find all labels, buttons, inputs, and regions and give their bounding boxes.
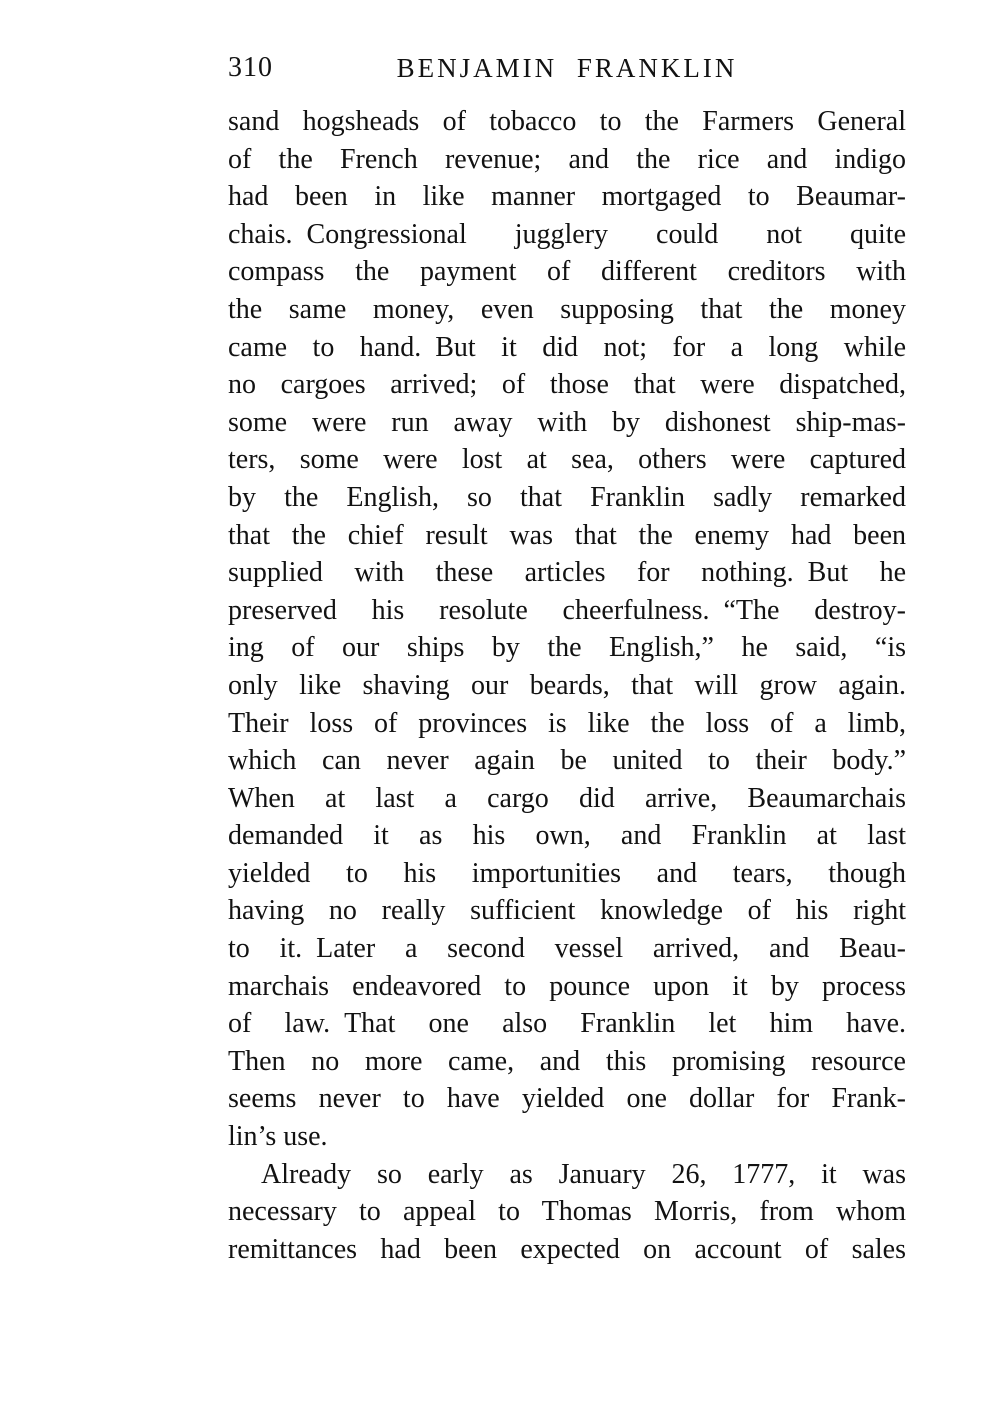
text-line: necessary to appeal to Thomas Morris, from whom: [228, 1196, 906, 1228]
text-line: the same money, even supposing that the money: [228, 293, 906, 325]
text-line: compass the payment of different creditors with: [228, 256, 906, 288]
text-line: marchais endeavored to pounce upon it by process: [228, 970, 906, 1002]
running-title: BENJAMIN FRANKLIN: [396, 53, 738, 83]
text-line: supplied with these articles for nothing. But he: [228, 557, 906, 589]
text-line: came to hand. But it did not; for a long while: [228, 331, 906, 363]
text-line: of law. That one also Franklin let him have.: [228, 1008, 906, 1040]
text-lines: [228, 103, 906, 1268]
text-line: some were run away with by dishonest ship-mas-: [228, 406, 906, 438]
text-line: lin’s use.: [228, 1121, 328, 1153]
text-line: chais. Congressional jugglery could not quite: [228, 218, 906, 250]
text-line: only like shaving our beards, that will grow again.: [228, 669, 906, 701]
text-line: preserved his resolute cheerfulness. “The destroy-: [228, 594, 906, 626]
text-line: When at last a cargo did arrive, Beaumarchais: [228, 782, 906, 814]
page-number: 310: [228, 52, 273, 83]
text-line: Already so early as January 26, 1777, it was: [261, 1158, 906, 1190]
text-line: ing of our ships by the English,” he said, “is: [228, 632, 906, 664]
page-header: [228, 52, 906, 84]
text-line: to it. Later a second vessel arrived, and Beau-: [228, 933, 906, 965]
text-line: Their loss of provinces is like the loss of a limb,: [228, 707, 906, 739]
text-line: no cargoes arrived; of those that were dispatched,: [228, 369, 906, 401]
text-line: by the English, so that Franklin sadly remarked: [228, 481, 906, 513]
text-line: ters, some were lost at sea, others were captured: [228, 444, 906, 476]
text-line: demanded it as his own, and Franklin at last: [228, 820, 906, 852]
text-line: yielded to his importunities and tears, though: [228, 857, 906, 889]
text-line: Then no more came, and this promising resource: [228, 1045, 906, 1077]
text-line: having no really sufficient knowledge of his right: [228, 895, 906, 927]
text-line: had been in like manner mortgaged to Beaumar-: [228, 181, 906, 213]
text-line: which can never again be united to their body.”: [228, 745, 906, 777]
text-line: seems never to have yielded one dollar for Frank-: [228, 1083, 906, 1115]
text-line: that the chief result was that the enemy had been: [228, 519, 906, 551]
text-line: remittances had been expected on account of sales: [228, 1233, 906, 1265]
text-line: sand hogsheads of tobacco to the Farmers General: [228, 106, 906, 137]
body-text: [228, 103, 906, 1268]
text-line: of the French revenue; and the rice and indigo: [228, 143, 906, 175]
